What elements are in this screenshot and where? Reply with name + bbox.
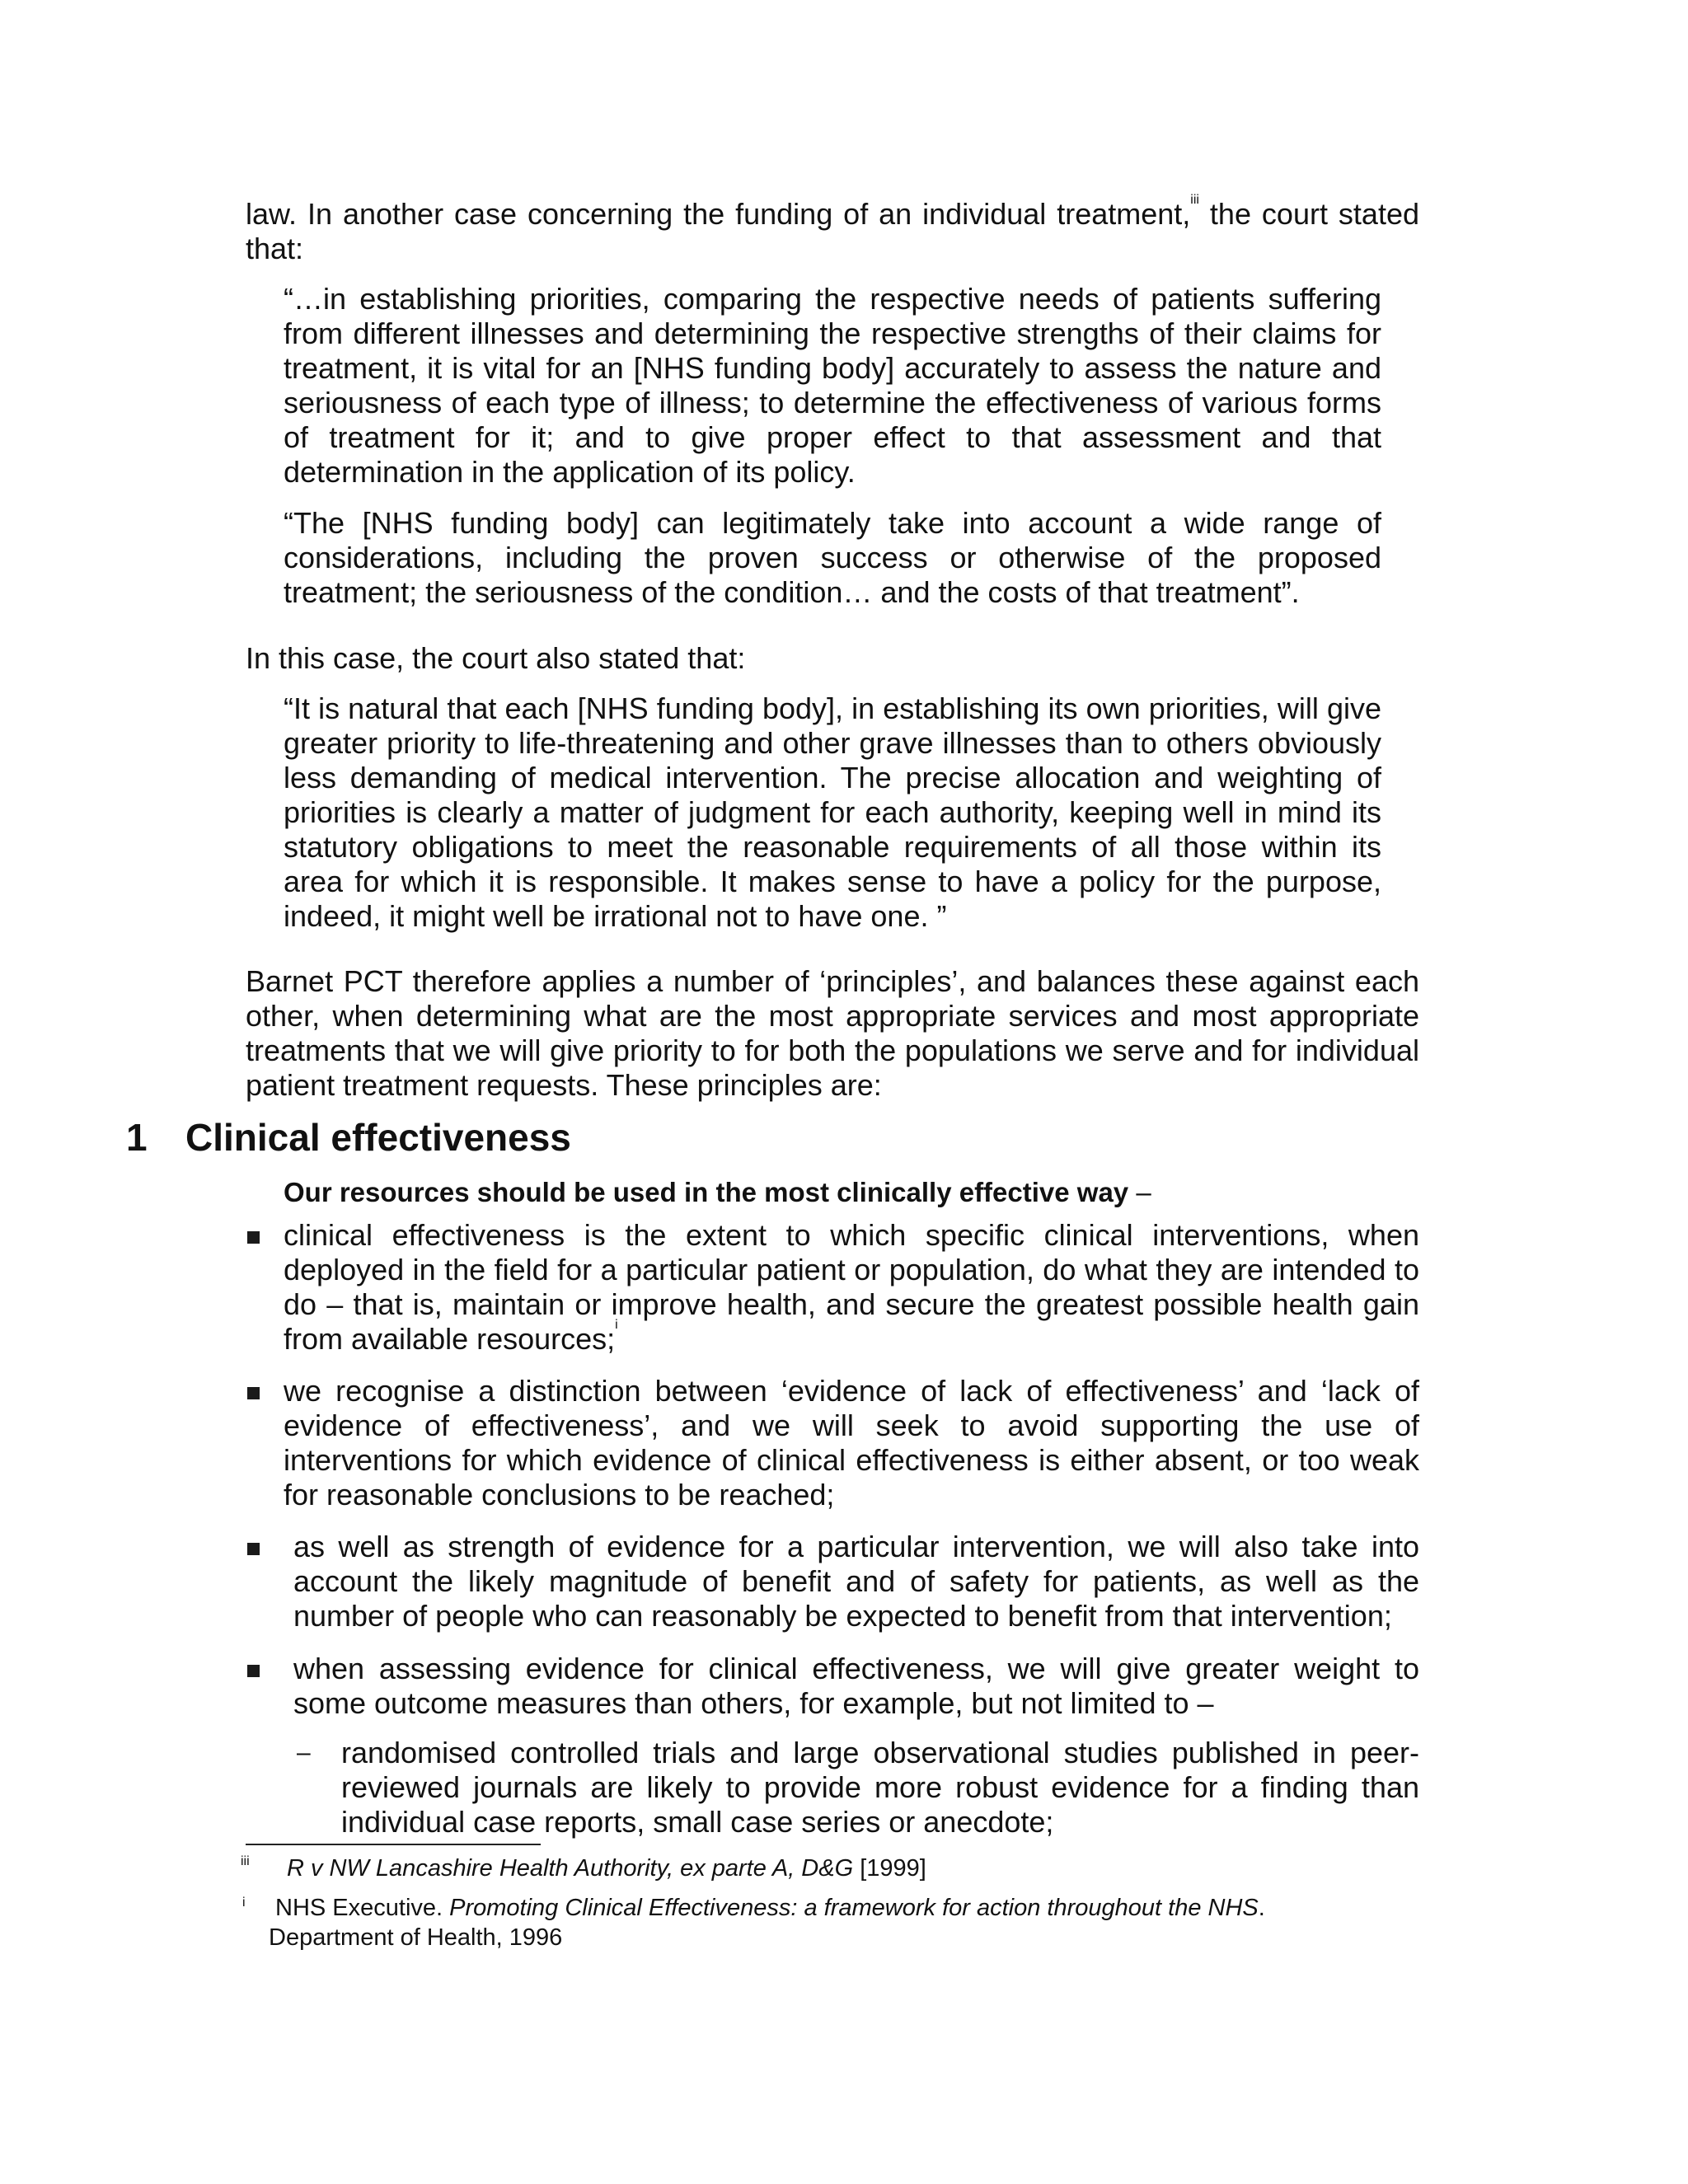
- bullet-text: clinical effectiveness is the extent to which specific clinical interventions, when deployed in the field for a particular patient or population, do what they are intended to do – that is, maintain or improve health, and secure the greatest possible health gain from available resources;: [284, 1218, 1419, 1356]
- footnote-i: [275, 1893, 1265, 1923]
- footnote-mark-i: i: [242, 1896, 246, 1910]
- bullet-outcome-measures: when assessing evidence for clinical effectiveness, we will give greater weight to some outcome measures than others, for example, but not limited to –: [293, 1652, 1419, 1720]
- section-number: 1: [126, 1116, 148, 1159]
- quote-natural-priority: “It is natural that each [NHS funding body], in establishing its own priorities, will give greater priority to life-threatening and other grave illnesses than to others obviously less demanding of medical intervention. The precise allocation and weighting of priorities is clearly a matter of judgment for each authority, keeping well in mind its statutory obligations to meet the reasonable requirements of all those within its area for which it is responsible. It makes sense to have a policy for the purpose, indeed, it might well be irrational not to have one. ”: [284, 691, 1381, 933]
- intro-line-2: that:: [246, 232, 304, 265]
- court-also-stated: In this case, the court also stated that:: [246, 641, 746, 675]
- footnote-i-period: .: [1258, 1895, 1265, 1921]
- sub-bullet-rct-evidence: randomised controlled trials and large observational studies published in peer-reviewed journals are likely to provide more robust evidence for a finding than individual case reports, small case series or anecdote;: [341, 1736, 1419, 1839]
- footnote-mark-iii: iii: [241, 1854, 250, 1868]
- footnote-iii-year: [1999]: [853, 1855, 926, 1882]
- barnet-principles-paragraph: Barnet PCT therefore applies a number of ‘principles’, and balances these against each other, when determining what are the most appropriate services and most appropriate treatments that we will give priority to for both the populations we serve and for individual patient treatment requests. These principles are:: [246, 964, 1419, 1102]
- footnote-iii: [287, 1854, 926, 1883]
- bullet-clinical-effectiveness: [284, 1218, 1419, 1357]
- dash-bullet-icon: –: [297, 1739, 311, 1766]
- section-lead: [284, 1176, 1151, 1209]
- bullet-strength-of-evidence: as well as strength of evidence for a particular intervention, we will also take into account the likely magnitude of benefit and of safety for patients, as well as the number of people who can reasonably be expected to benefit from that intervention;: [293, 1530, 1419, 1633]
- quote-priorities: “…in establishing priorities, comparing the respective needs of patients suffering from different illnesses and determining the respective strengths of their claims for treatment, it is vital for an [NHS funding body] accurately to assess the nature and seriousness of each type of illness; to determine the effectiveness of various forms of treatment for it; and to give proper effect to that assessment and that determination in the application of its policy.: [284, 282, 1381, 489]
- bullet-square-icon: [247, 1665, 260, 1677]
- footnote-i-author: NHS Executive.: [275, 1895, 450, 1921]
- quote-considerations: “The [NHS funding body] can legitimately take into account a wide range of considerations, including the proven success or otherwise of the proposed treatment; the seriousness of the condition… and the costs of that treatment”.: [284, 506, 1381, 609]
- bullet-evidence-distinction: we recognise a distinction between ‘evidence of lack of effectiveness’ and ‘lack of evidence of effectiveness’, and we will seek to avoid supporting the use of interventions for which evidence of clinical effectiveness is either absent, or too weak for reasonable conclusions to be reached;: [284, 1374, 1419, 1511]
- footnote-iii-case: R v NW Lancashire Health Authority, ex parte A, D&G: [287, 1855, 854, 1882]
- intro-line-1: [246, 193, 1419, 232]
- footnote-ref-iii[interactable]: iii: [1190, 193, 1199, 207]
- bullet-square-icon: [247, 1387, 260, 1399]
- bullet-square-icon: [247, 1231, 260, 1244]
- footnote-i-title: Promoting Clinical Effectiveness: a framework for action throughout the NHS: [449, 1895, 1259, 1921]
- section-lead-bold: Our resources should be used in the most clinically effective way: [284, 1177, 1129, 1207]
- intro-text-end: the court stated: [1198, 197, 1419, 231]
- bullet-square-icon: [247, 1543, 260, 1555]
- footnote-ref-i[interactable]: i: [615, 1318, 618, 1332]
- footnote-separator: [246, 1844, 541, 1845]
- footnote-i-publisher: Department of Health, 1996: [269, 1924, 563, 1951]
- intro-text: law. In another case concerning the funding of an individual treatment,: [246, 197, 1191, 231]
- section-title: Clinical effectiveness: [185, 1116, 571, 1159]
- section-lead-dash: –: [1128, 1177, 1151, 1207]
